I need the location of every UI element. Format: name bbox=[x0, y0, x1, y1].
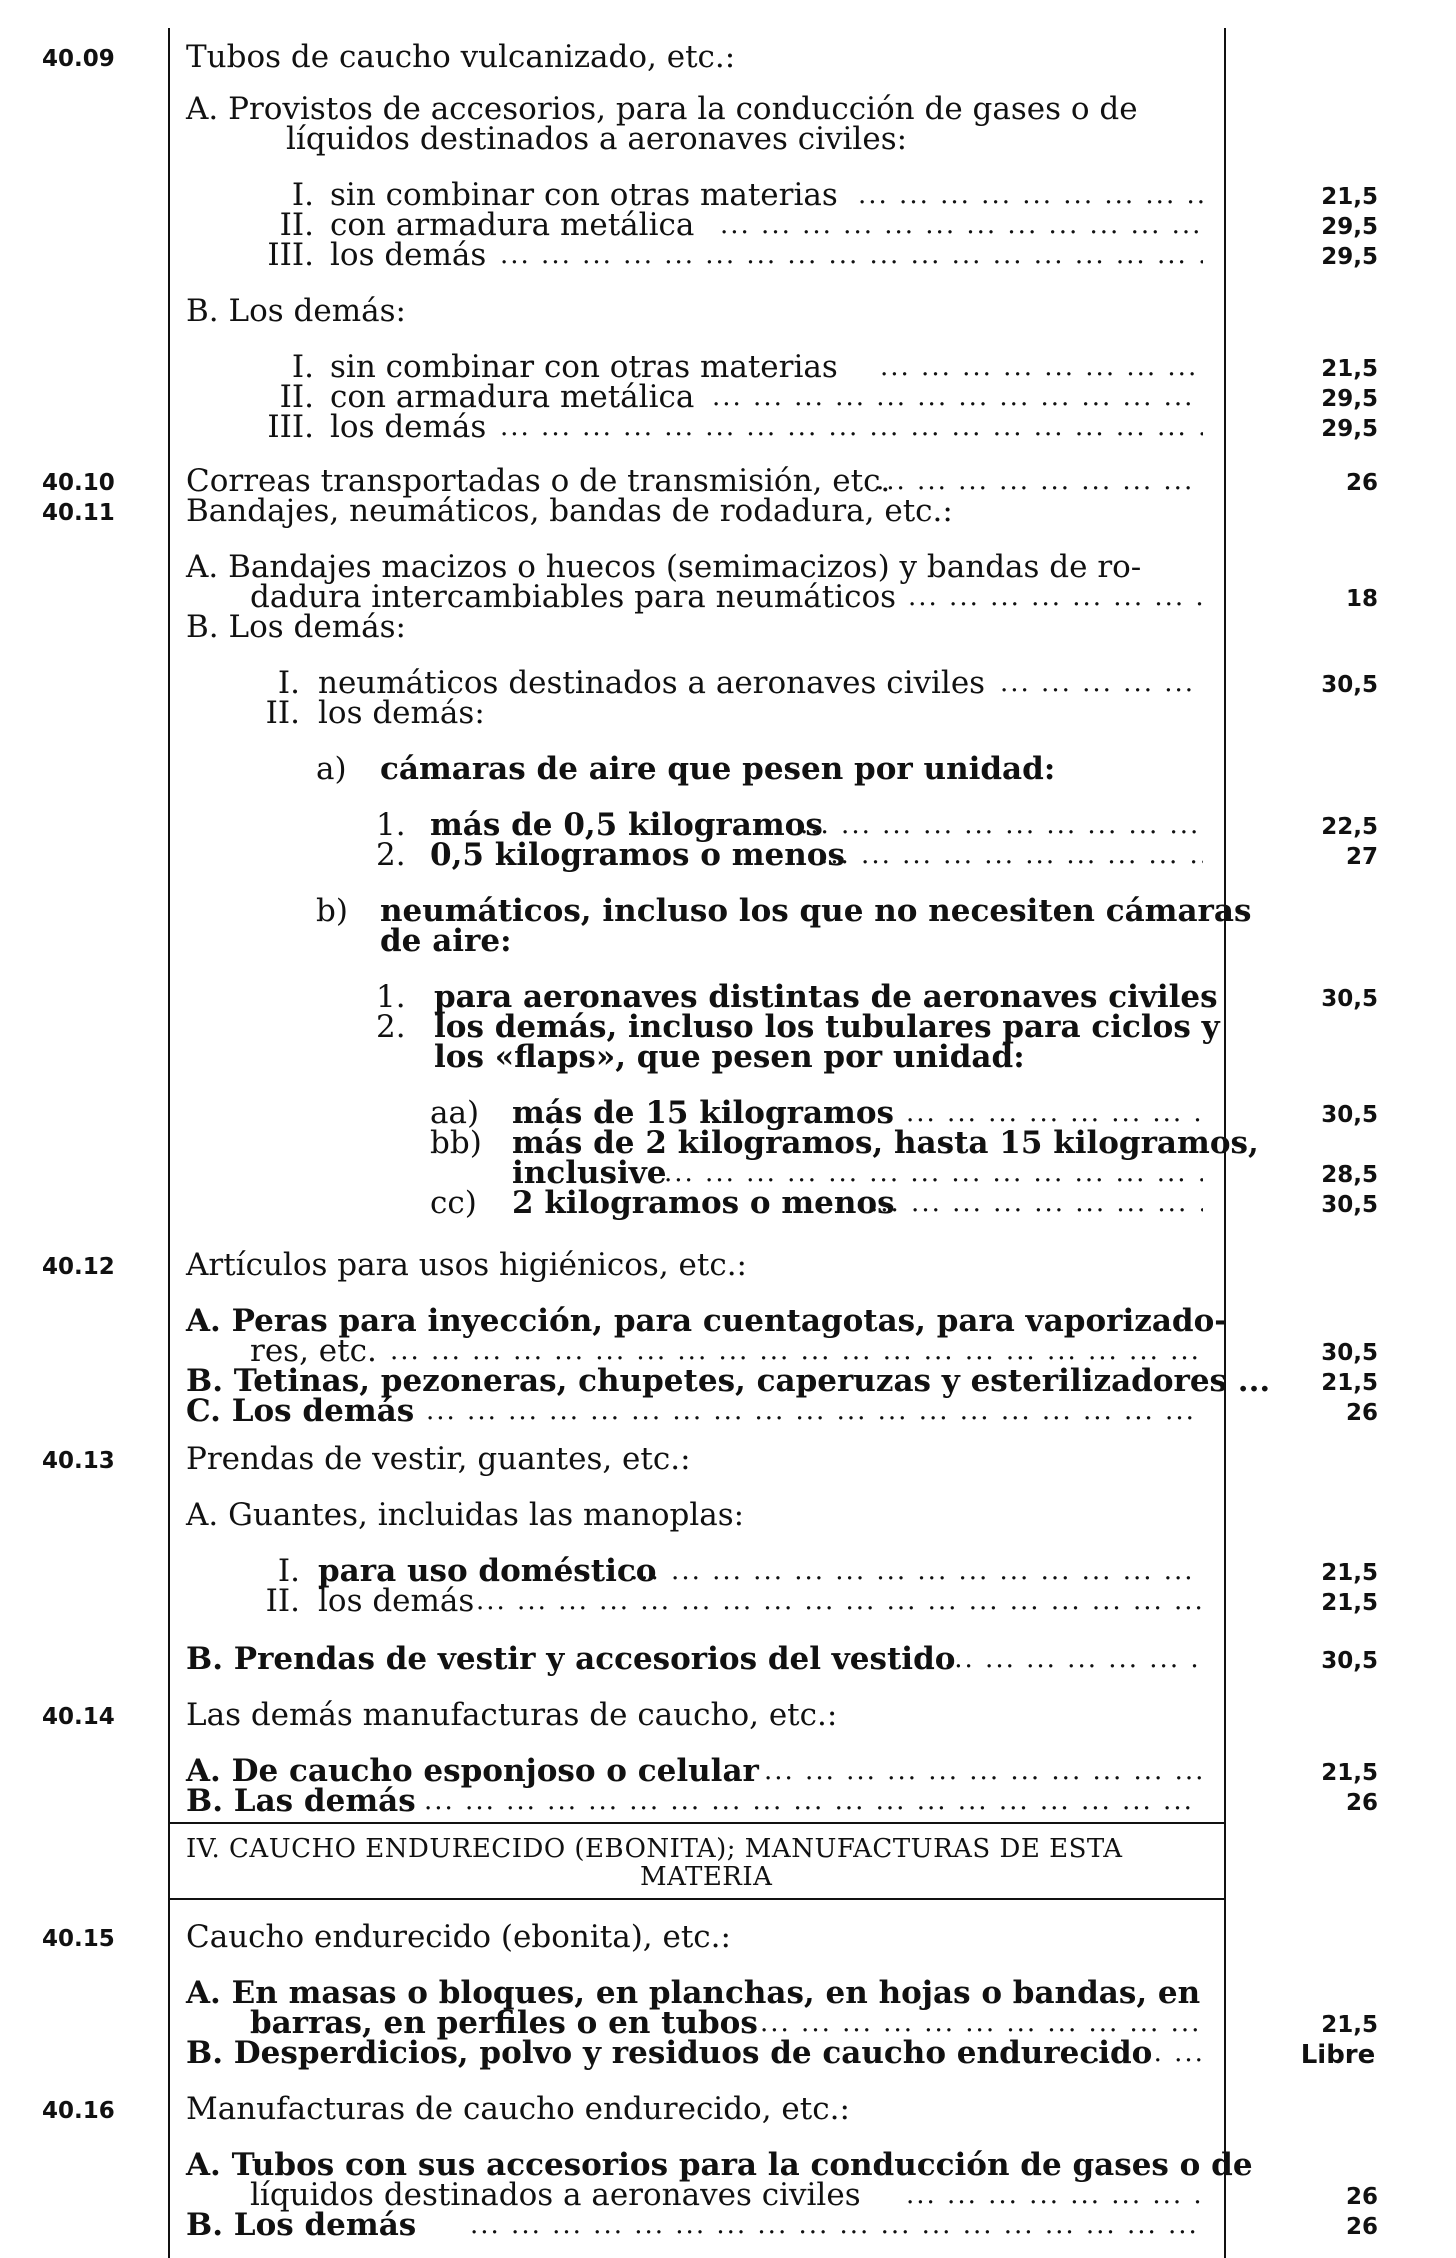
item-text: neumáticos destinados a aeronaves civiles bbox=[318, 665, 986, 701]
leader-dots bbox=[476, 1584, 1203, 1618]
duty-rate: 21,5 bbox=[1321, 1370, 1378, 1396]
duty-rate: 21,5 bbox=[1321, 2012, 1378, 2038]
duty-rate: 29,5 bbox=[1321, 244, 1378, 270]
duty-rate: 30,5 bbox=[1321, 986, 1378, 1012]
item-number: I. bbox=[277, 1553, 300, 1589]
heading-text: Bandajes, neumáticos, bandas de rodadura, etc.: bbox=[186, 493, 953, 529]
duty-rate: 29,5 bbox=[1321, 416, 1378, 442]
item-number: 2. bbox=[376, 837, 406, 873]
item-text: líquidos destinados a aeronaves civiles bbox=[250, 2177, 861, 2213]
item-number: I. bbox=[291, 177, 314, 213]
duty-rate: 26 bbox=[1345, 2214, 1378, 2240]
heading-text: Correas transportadas o de transmisión, etc. bbox=[186, 463, 891, 499]
item-text: B. Los demás: bbox=[186, 293, 406, 329]
item-text: neumáticos, incluso los que no necesiten cámaras bbox=[380, 893, 1252, 929]
duty-rate: 21,5 bbox=[1321, 1560, 1378, 1586]
item-text: B. Los demás bbox=[186, 2207, 417, 2243]
item-text: A. En masas o bloques, en planchas, en hojas o bandas, en bbox=[186, 1975, 1201, 2011]
leader-dots bbox=[712, 380, 1203, 414]
item-number: II. bbox=[265, 695, 300, 731]
item-number: 2. bbox=[376, 1009, 406, 1045]
item-number: II. bbox=[265, 1583, 300, 1619]
leader-dots bbox=[858, 178, 1203, 212]
leader-dots bbox=[880, 350, 1203, 384]
duty-rate: 21,5 bbox=[1321, 1590, 1378, 1616]
heading-text: Artículos para usos higiénicos, etc.: bbox=[186, 1247, 747, 1283]
item-text: más de 0,5 kilogramos bbox=[430, 807, 823, 843]
heading-code: 40.11 bbox=[42, 500, 115, 526]
item-number: II. bbox=[279, 207, 314, 243]
item-text: los demás: bbox=[318, 695, 485, 731]
item-text: sin combinar con otras materias bbox=[330, 349, 838, 385]
leader-dots bbox=[908, 580, 1203, 614]
leader-dots bbox=[1000, 666, 1203, 700]
leader-dots bbox=[870, 1186, 1203, 1220]
duty-rate: 21,5 bbox=[1321, 184, 1378, 210]
leader-dots bbox=[500, 238, 1203, 272]
item-text: los demás, incluso los tubulares para ciclos y bbox=[434, 1009, 1220, 1045]
item-text: los «flaps», que pesen por unidad: bbox=[434, 1039, 1025, 1075]
item-number: I. bbox=[291, 349, 314, 385]
item-text: más de 2 kilogramos, hasta 15 kilogramos, bbox=[512, 1125, 1259, 1161]
left-column-rule bbox=[168, 28, 170, 2258]
duty-rate: 28,5 bbox=[1321, 1162, 1378, 1188]
item-text: con armadura metálica bbox=[330, 207, 695, 243]
item-text: B. Prendas de vestir y accesorios del vestido bbox=[186, 1641, 956, 1677]
item-text: C. Los demás bbox=[186, 1393, 415, 1429]
duty-rate: 30,5 bbox=[1321, 1192, 1378, 1218]
heading-code: 40.12 bbox=[42, 1254, 115, 1280]
item-number: 1. bbox=[376, 807, 406, 843]
item-text: sin combinar con otras materias bbox=[330, 177, 838, 213]
duty-rate: 26 bbox=[1345, 1400, 1378, 1426]
item-text: A. Peras para inyección, para cuentagotas, para vaporizado- bbox=[186, 1303, 1228, 1339]
duty-rate: Libre bbox=[1300, 2040, 1376, 2070]
leader-dots bbox=[470, 2208, 1203, 2242]
item-text: los demás bbox=[330, 409, 487, 445]
leader-dots bbox=[944, 1642, 1203, 1676]
item-text: B. Las demás bbox=[186, 1783, 416, 1819]
duty-rate: 26 bbox=[1345, 1790, 1378, 1816]
item-text: A. De caucho esponjoso o celular bbox=[186, 1753, 759, 1789]
item-text: con armadura metálica bbox=[330, 379, 695, 415]
item-number: I. bbox=[277, 665, 300, 701]
item-text: líquidos destinados a aeronaves civiles: bbox=[286, 121, 908, 157]
item-text: A. Tubos con sus accesorios para la conducción de gases o de bbox=[186, 2147, 1253, 2183]
duty-rate: 21,5 bbox=[1321, 1760, 1378, 1786]
leader-dots bbox=[820, 838, 1203, 872]
leader-dots bbox=[720, 208, 1203, 242]
heading-code: 40.14 bbox=[42, 1704, 115, 1730]
leader-dots bbox=[1092, 2036, 1203, 2070]
item-text: B. Tetinas, pezoneras, chupetes, caperuzas y esterilizadores ... bbox=[186, 1363, 1271, 1399]
leader-dots bbox=[906, 2178, 1203, 2212]
duty-rate: 29,5 bbox=[1321, 386, 1378, 412]
item-text: 0,5 kilogramos o menos bbox=[430, 837, 845, 873]
heading-text: Caucho endurecido (ebonita), etc.: bbox=[186, 1919, 731, 1955]
section-title: MATERIA bbox=[640, 1862, 773, 1892]
duty-rate: 30,5 bbox=[1321, 1340, 1378, 1366]
heading-code: 40.15 bbox=[42, 1926, 115, 1952]
item-text: inclusive bbox=[512, 1155, 667, 1191]
duty-rate: 30,5 bbox=[1321, 672, 1378, 698]
item-text: B. Los demás: bbox=[186, 609, 406, 645]
item-text: dadura intercambiables para neumáticos bbox=[250, 579, 897, 615]
leader-dots bbox=[424, 1784, 1203, 1818]
item-number: II. bbox=[279, 379, 314, 415]
item-text: res, etc. bbox=[250, 1333, 377, 1369]
duty-rate: 21,5 bbox=[1321, 356, 1378, 382]
item-text: los demás bbox=[318, 1583, 475, 1619]
item-number: III. bbox=[267, 409, 314, 445]
item-text: de aire: bbox=[380, 923, 512, 959]
item-number: bb) bbox=[430, 1125, 482, 1161]
heading-code: 40.09 bbox=[42, 46, 115, 72]
leader-dots bbox=[630, 1554, 1203, 1588]
duty-rate: 18 bbox=[1345, 586, 1378, 612]
item-text: los demás bbox=[330, 237, 487, 273]
item-number: cc) bbox=[430, 1185, 477, 1221]
item-text: para aeronaves distintas de aeronaves civiles bbox=[434, 979, 1218, 1015]
duty-rate: 22,5 bbox=[1321, 814, 1378, 840]
item-text: para uso doméstico bbox=[318, 1553, 657, 1589]
item-number: a) bbox=[316, 751, 347, 787]
item-text: cámaras de aire que pesen por unidad: bbox=[380, 751, 1056, 787]
leader-dots bbox=[764, 1754, 1203, 1788]
duty-rate: 29,5 bbox=[1321, 214, 1378, 240]
duty-rate: 26 bbox=[1345, 470, 1378, 496]
heading-text: Tubos de caucho vulcanizado, etc.: bbox=[186, 39, 736, 75]
heading-code: 40.10 bbox=[42, 470, 115, 496]
leader-dots bbox=[800, 808, 1203, 842]
duty-rate: 30,5 bbox=[1321, 1102, 1378, 1128]
item-text: B. Desperdicios, polvo y residuos de caucho endurecido bbox=[186, 2035, 1153, 2071]
heading-code: 40.13 bbox=[42, 1448, 115, 1474]
duty-rate: 27 bbox=[1345, 844, 1378, 870]
item-text: A. Bandajes macizos o huecos (semimacizos) y bandas de ro- bbox=[186, 549, 1142, 585]
section-title: IV. CAUCHO ENDURECIDO (EBONITA); MANUFACTURAS DE ESTA bbox=[186, 1834, 1123, 1864]
item-number: aa) bbox=[430, 1095, 480, 1131]
item-number: b) bbox=[316, 893, 348, 929]
section-divider bbox=[170, 1898, 1226, 1900]
item-text: A. Provistos de accesorios, para la conducción de gases o de bbox=[186, 91, 1138, 127]
heading-text: Manufacturas de caucho endurecido, etc.: bbox=[186, 2091, 850, 2127]
item-text: más de 15 kilogramos bbox=[512, 1095, 894, 1131]
leader-dots bbox=[426, 1394, 1203, 1428]
item-text: A. Guantes, incluidas las manoplas: bbox=[186, 1497, 745, 1533]
duty-rate: 26 bbox=[1345, 2184, 1378, 2210]
item-number: III. bbox=[267, 237, 314, 273]
item-text: 2 kilogramos o menos bbox=[512, 1185, 895, 1221]
section-divider bbox=[170, 1822, 1226, 1824]
item-text: barras, en perfiles o en tubos bbox=[250, 2005, 758, 2041]
item-number: 1. bbox=[376, 979, 406, 1015]
duty-rate: 30,5 bbox=[1321, 1648, 1378, 1674]
leader-dots bbox=[500, 410, 1203, 444]
heading-text: Las demás manufacturas de caucho, etc.: bbox=[186, 1697, 838, 1733]
heading-code: 40.16 bbox=[42, 2098, 115, 2124]
heading-text: Prendas de vestir, guantes, etc.: bbox=[186, 1441, 691, 1477]
